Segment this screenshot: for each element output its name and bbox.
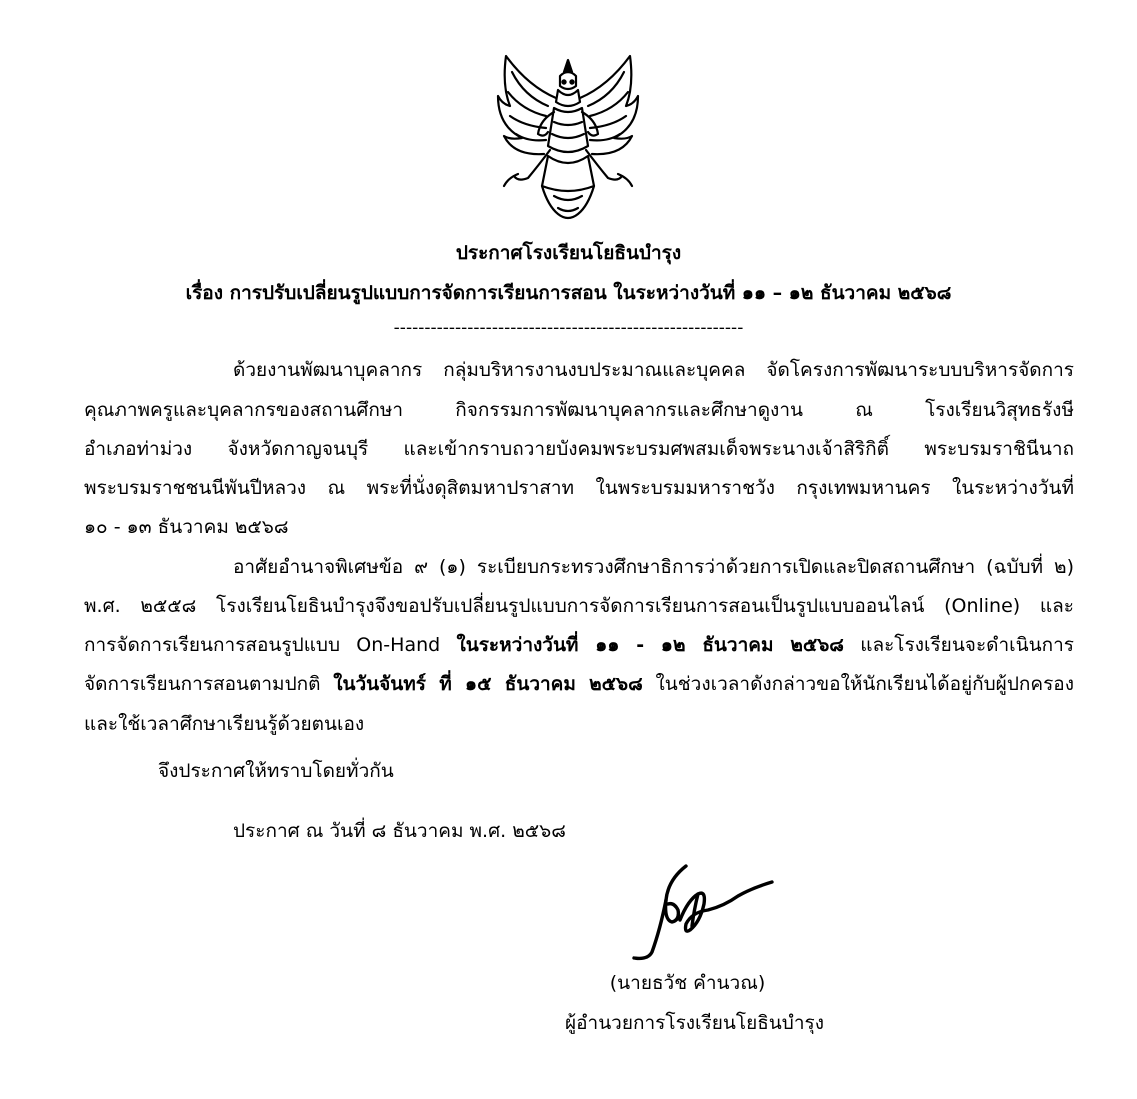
body-text: ในช่วงเวลาดังกล่าวขอให้นักเรียนได้อยู่กับผู้ปกครอง bbox=[655, 673, 1074, 695]
announcement-title: ประกาศโรงเรียนโยธินบำรุง bbox=[455, 242, 682, 264]
body-text: การจัดการเรียนการสอนรูปแบบ On-Hand bbox=[84, 634, 441, 656]
body-line: พ.ศ. ๒๕๕๘ โรงเรียนโยธินบำรุงจึงขอปรับเปลี่ยนรูปแบบการจัดการเรียนการสอนเป็นรูปแบบออนไลน์ (Online) และ bbox=[84, 595, 1074, 617]
body-line: ด้วยงานพัฒนาบุคลากร กลุ่มบริหารงานงบประมาณและบุคคล จัดโครงการพัฒนาระบบบริหารจัดการ bbox=[233, 359, 1074, 381]
body-line: และใช้เวลาศึกษาเรียนรู้ด้วยตนเอง bbox=[84, 713, 365, 735]
body-text: และโรงเรียนจะดำเนินการ bbox=[860, 634, 1074, 656]
body-line: อำเภอท่าม่วง จังหวัดกาญจนบุรี และเข้ากราบถวายบังคมพระบรมศพสมเด็จพระนางเจ้าสิริกิติ์ พระบรมราชินีนาถ bbox=[84, 438, 1074, 460]
body-line-mixed bbox=[84, 627, 1074, 663]
signer-name-text: (นายธวัช คำนวณ) bbox=[609, 972, 766, 994]
signer-position-text: ผู้อำนวยการโรงเรียนโยธินบำรุง bbox=[564, 1012, 825, 1034]
body-line: พระบรมราชชนนีพันปีหลวง ณ พระที่นั่งดุสิตมหาปราสาท ในพระบรมมหาราชวัง กรุงเทพมหานคร ในระหว่างวันที่ bbox=[84, 477, 1074, 499]
body-line: อาศัยอำนาจพิเศษข้อ ๙ (๑) ระเบียบกระทรวงศึกษาธิการว่าด้วยการเปิดและปิดสถานศึกษา (ฉบับที่ ๒) bbox=[233, 556, 1074, 578]
handwritten-signature-icon bbox=[628, 860, 778, 970]
separator-line: --------------------------------------------------------- bbox=[393, 318, 744, 338]
body-line: คุณภาพครูและบุคลากรของสถานศึกษา กิจกรรมการพัฒนาบุคลากรและศึกษาดูงาน ณ โรงเรียนวิสุทธรังษี bbox=[84, 399, 1074, 421]
announcement-date: ประกาศ ณ วันที่ ๘ ธันวาคม พ.ศ. ๒๕๖๘ bbox=[233, 820, 566, 842]
body-text: จัดการเรียนการสอนตามปกติ bbox=[84, 673, 321, 695]
garuda-emblem-icon bbox=[488, 46, 648, 228]
emphasis-resume-date: ในวันจันทร์ ที่ ๑๕ ธันวาคม ๒๕๖๘ bbox=[333, 673, 643, 695]
signer-name bbox=[0, 968, 1137, 998]
closing-statement: จึงประกาศให้ทราบโดยทั่วกัน bbox=[158, 760, 394, 782]
signer-position bbox=[0, 1008, 1137, 1038]
body-line-mixed bbox=[84, 666, 1074, 702]
announcement-subject: เรื่อง การปรับเปลี่ยนรูปแบบการจัดการเรียนการสอน ในระหว่างวันที่ ๑๑ – ๑๒ ธันวาคม ๒๕๖๘ bbox=[185, 282, 952, 304]
emphasis-date-range: ในระหว่างวันที่ ๑๑ - ๑๒ ธันวาคม ๒๕๖๘ bbox=[456, 634, 844, 656]
body-line: ๑๐ - ๑๓ ธันวาคม ๒๕๖๘ bbox=[84, 516, 289, 538]
